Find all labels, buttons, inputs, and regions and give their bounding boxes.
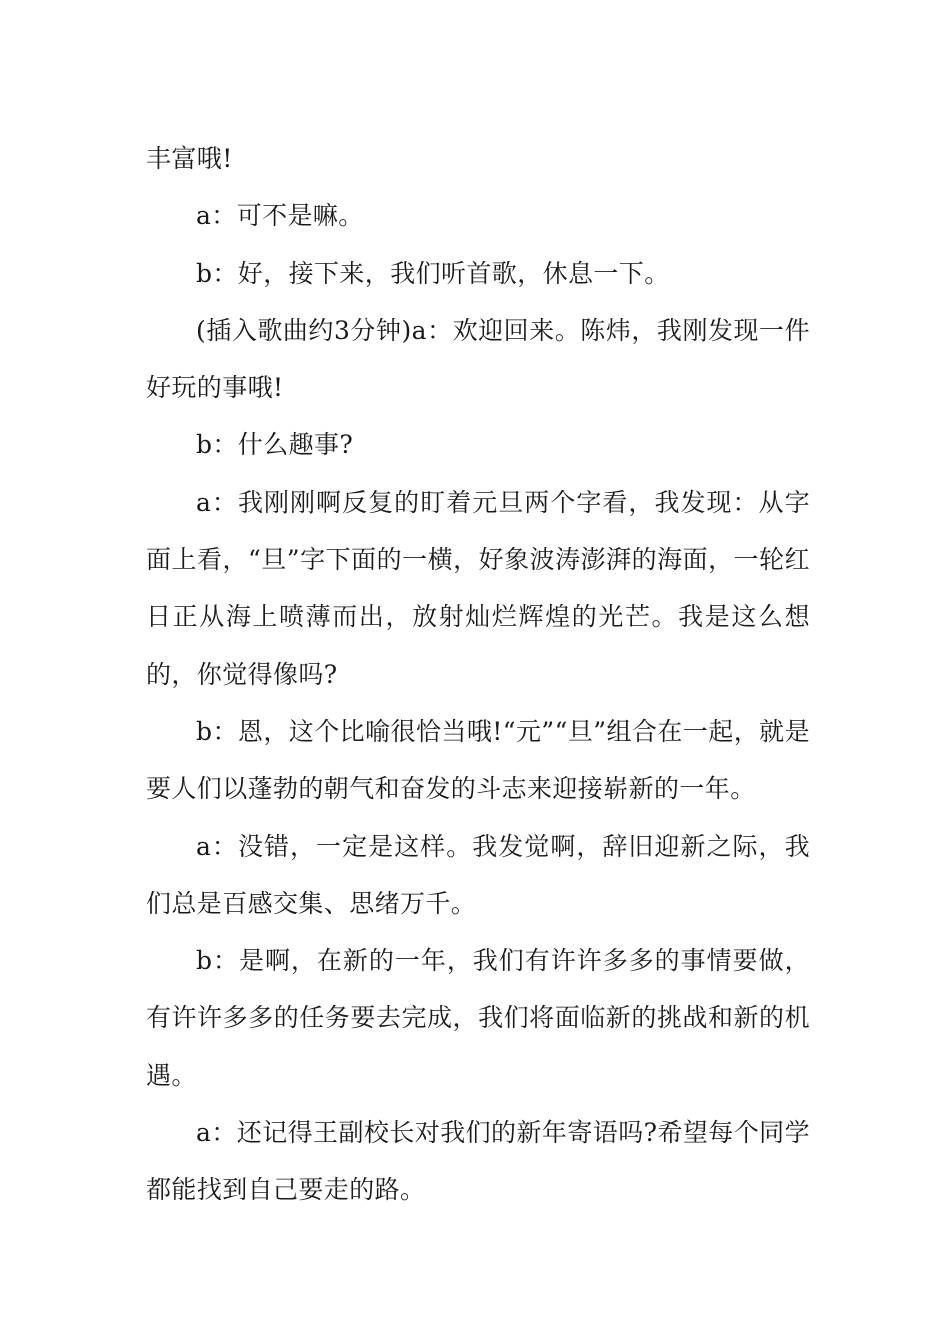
paragraph-song-insert: (插入歌曲约3分钟)a：欢迎回来。陈炜，我刚发现一件好玩的事哦! <box>146 315 810 403</box>
paragraph-b-song-intro: b：好，接下来，我们听首歌，休息一下。 <box>196 258 670 288</box>
paragraph-a-yuandan: a：我刚刚啊反复的盯着元旦两个字看，我发现：从字面上看，“旦”字下面的一横，好象波涛澎湃的海面，一轮红日正从海上喷薄而出，放射灿烂辉煌的光芒。我是这么想的，你觉得像吗? <box>146 487 810 689</box>
paragraph-a-reflection: a：没错，一定是这样。我发觉啊，辞旧迎新之际，我们总是百感交集、思绪万千。 <box>146 831 810 918</box>
paragraph-a-reply: a：可不是嘛。 <box>196 201 364 231</box>
document-body <box>146 130 810 1219</box>
paragraph-a-wishes: a：还记得王副校长对我们的新年寄语吗?希望每个同学都能找到自己要走的路。 <box>146 1118 810 1205</box>
paragraph-continuation: 丰富哦! <box>146 144 233 173</box>
paragraph-b-metaphor: b：恩，这个比喻很恰当哦!“元”“旦”组合在一起，就是要人们以蓬勃的朝气和奋发的斗志来迎接崭新的一年。 <box>146 716 810 804</box>
paragraph-b-new-year: b：是啊，在新的一年，我们有许许多多的事情要做，有许许多多的任务要去完成，我们将面临新的挑战和新的机遇。 <box>146 946 810 1090</box>
paragraph-b-question: b：什么趣事? <box>196 430 354 460</box>
